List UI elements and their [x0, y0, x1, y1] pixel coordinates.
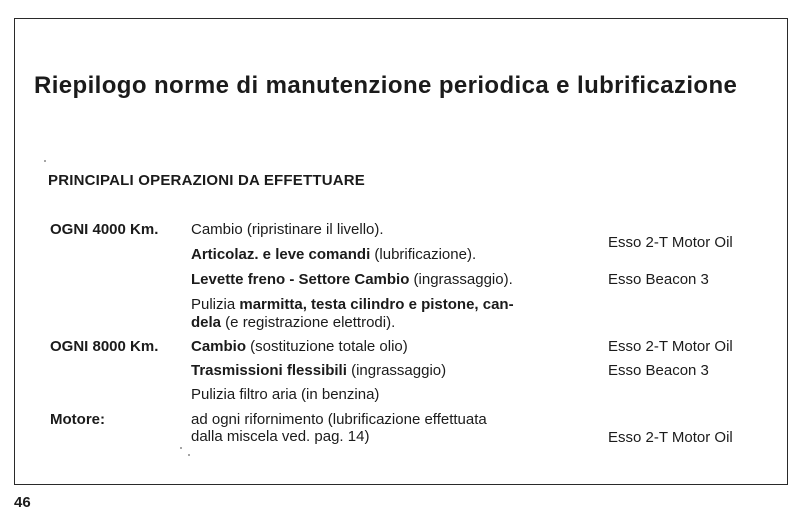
operation-filtro-aria: Pulizia filtro aria (in benzina) — [191, 386, 380, 403]
scan-speck — [44, 160, 46, 162]
scan-speck — [180, 447, 182, 449]
interval-4000-km: OGNI 4000 Km. — [50, 221, 159, 238]
product-2t-motor-oil: Esso 2-T Motor Oil — [608, 338, 733, 355]
operation-bold-text: Articolaz. e leve comandi — [191, 246, 371, 263]
operation-detail-text: Pulizia — [191, 296, 240, 313]
operation-bold-text: dela — [191, 314, 222, 331]
operation-detail-text: (sostituzione totale olio) — [246, 338, 408, 355]
product-2t-motor-oil: Esso 2-T Motor Oil — [608, 429, 733, 446]
operation-detail-text: (lubrificazione). — [370, 246, 477, 263]
section-heading: PRINCIPALI OPERAZIONI DA EFFETTUARE — [48, 172, 366, 189]
product-beacon-3: Esso Beacon 3 — [608, 362, 709, 379]
operation-bold-text: Trasmissioni flessibili — [191, 362, 347, 379]
scan-speck — [188, 454, 190, 456]
interval-motore: Motore: — [50, 411, 105, 428]
operation-levette-freno — [191, 270, 513, 289]
operation-detail-text: (ingrassaggio) — [346, 362, 447, 379]
operation-cambio-sostituzione — [191, 337, 408, 356]
operation-pulizia-marmitta-line1 — [191, 295, 514, 314]
operation-pulizia-marmitta-line2 — [191, 313, 395, 332]
product-2t-motor-oil: Esso 2-T Motor Oil — [608, 234, 733, 251]
page-title: Riepilogo norme di manutenzione periodica e lubrificazione — [34, 72, 738, 99]
page-number: 46 — [14, 494, 31, 511]
interval-8000-km: OGNI 8000 Km. — [50, 338, 159, 355]
operation-detail-text: (ingrassaggio). — [409, 271, 513, 288]
operation-rifornimento-line1: ad ogni rifornimento (lubrificazione effettuata — [191, 411, 487, 428]
product-beacon-3: Esso Beacon 3 — [608, 271, 709, 288]
operation-cambio-livello: Cambio (ripristinare il livello). — [191, 221, 384, 238]
operation-detail-text: (e registrazione elettrodi). — [221, 314, 396, 331]
operation-bold-text: marmitta, testa cilindro e pistone, can- — [239, 296, 514, 313]
operation-rifornimento-line2: dalla miscela ved. pag. 14) — [191, 428, 370, 445]
operation-bold-text: Levette freno - Settore Cambio — [191, 271, 410, 288]
operation-articolazioni — [191, 245, 476, 264]
operation-trasmissioni — [191, 361, 446, 380]
operation-bold-text: Cambio — [191, 338, 247, 355]
